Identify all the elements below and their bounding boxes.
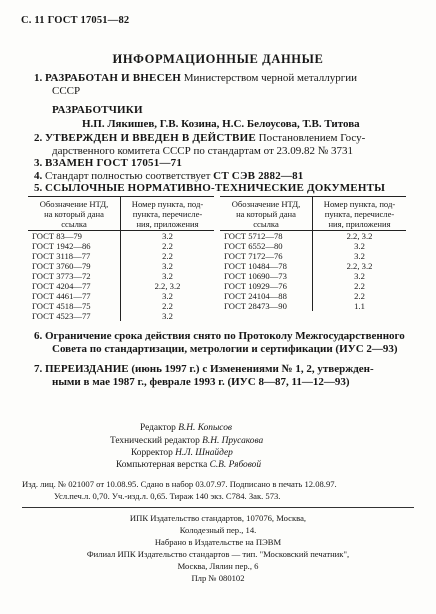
item-7 — [34, 363, 374, 375]
section-title: ИНФОРМАЦИОННЫЕ ДАННЫЕ — [112, 52, 324, 66]
item-5-caps: ССЫЛОЧНЫЕ НОРМАТИВНО-ТЕХНИЧЕСКИЕ ДОКУМЕНТЫ — [45, 182, 386, 194]
item-4-text: Стандарт полностью соответствует — [45, 170, 211, 182]
item-2-caps: УТВЕРЖДЕН И ВВЕДЕН В ДЕЙСТВИЕ — [45, 132, 256, 144]
publisher-line1: ИПК Издательство стандартов, 107076, Москва, — [129, 513, 307, 523]
divider — [22, 507, 414, 508]
item-1-number: 1. — [34, 72, 43, 84]
item-7-line2: ными в мае 1987 г., феврале 1993 г. (ИУС 8—87, 11—12—93) — [52, 376, 350, 388]
item-1-caps: РАЗРАБОТАН И ВНЕСЕН — [45, 72, 182, 84]
table-row: ГОСТ 10929—76 2.2 — [220, 281, 406, 291]
developers-names: Н.П. Лякишев, Г.В. Козина, Н.С. Белоусова, Т.В. Титова — [82, 118, 360, 130]
publisher-line2: Колодезный пер., 14. — [179, 525, 257, 535]
table-row: ГОСТ 4204—77 2.2, 3.2 — [28, 281, 214, 291]
table-row: ГОСТ 3760—79 3.2 — [28, 261, 214, 271]
reference-table-right — [220, 196, 406, 311]
item-1-line2: СССР — [52, 85, 81, 97]
table-row: ГОСТ 5712—78 2.2, 3.2 — [220, 231, 406, 242]
col-designation-header: Обозначение НТД, на который дана ссылка — [28, 197, 121, 231]
imprint-line2: Усл.печ.л. 0,70. Уч.-изд.л. 0,65. Тираж 140 экз. С784. Зак. 573. — [54, 491, 281, 501]
col-clause-header: Номер пункта, под- пункта, перечисле- ния, приложения — [121, 197, 215, 231]
item-2-line2: дарственного комитета СССР по стандартам от 23.09.82 № 3731 — [52, 145, 354, 157]
publisher-line4: Филиал ИПК Издательство стандартов — тип. "Московский печатник", — [86, 549, 350, 559]
publisher-line6: Плр № 080102 — [191, 573, 245, 583]
credit-tech-editor: Технический редактор В.Н. Прусакова — [110, 436, 264, 446]
item-6-line1: Ограничение срока действия снято по Протоколу Межгосударственного — [45, 330, 405, 342]
publisher-line5: Москва, Лялин пер., 6 — [177, 561, 259, 571]
table-row: ГОСТ 28473—90 1.1 — [220, 301, 406, 311]
item-2 — [34, 132, 365, 144]
table-row: ГОСТ 10484—78 2.2, 3.2 — [220, 261, 406, 271]
item-1-text: Министерством черной металлургии — [183, 72, 358, 84]
item-5 — [34, 182, 385, 194]
table-row: ГОСТ 10690—73 3.2 — [220, 271, 406, 281]
table-row: ГОСТ 3118—77 2.2 — [28, 251, 214, 261]
table-row: ГОСТ 1942—86 2.2 — [28, 241, 214, 251]
table-header-row — [220, 197, 406, 231]
item-4 — [34, 170, 304, 182]
credit-editor: Редактор В.Н. Копысов — [140, 423, 232, 433]
item-6 — [34, 330, 405, 342]
item-6-line2: Совета по стандартизации, метрологии и сертификации (ИУС 2—93) — [52, 343, 398, 355]
item-7-number: 7. — [34, 363, 43, 375]
item-1 — [34, 72, 357, 84]
table-row: ГОСТ 4461—77 3.2 — [28, 291, 214, 301]
col-clause-header: Номер пункта, под- пункта, перечисле- ния, приложения — [313, 197, 407, 231]
item-4-caps: СТ СЭВ 2882—81 — [213, 170, 304, 182]
publisher-line3: Набрано в Издательстве на ПЭВМ — [154, 537, 282, 547]
table-row: ГОСТ 83—79 3.2 — [28, 231, 214, 242]
item-7-line1: ПЕРЕИЗДАНИЕ (июнь 1997 г.) с Изменениями № 1, 2, утвержден- — [45, 363, 374, 375]
item-2-text: Постановлением Госу- — [258, 132, 366, 144]
item-5-number: 5. — [34, 182, 43, 194]
table-row: ГОСТ 3773—72 3.2 — [28, 271, 214, 281]
item-3 — [34, 157, 182, 169]
page-header: С. 11 ГОСТ 17051—82 — [21, 15, 130, 26]
col-designation-header: Обозначение НТД, на который дана ссылка — [220, 197, 313, 231]
table-row: ГОСТ 4523—77 3.2 — [28, 311, 214, 321]
credit-proofreader: Корректор Н.Л. Шнайдер — [131, 448, 233, 458]
imprint-line1: Изд. лиц. № 021007 от 10.08.95. Сдано в набор 03.07.97. Подписано в печать 12.08.97. — [22, 479, 337, 489]
item-3-number: 3. — [34, 157, 43, 169]
table-header-row — [28, 197, 214, 231]
table-row: ГОСТ 4518—75 2.2 — [28, 301, 214, 311]
table-row: ГОСТ 7172—76 3.2 — [220, 251, 406, 261]
item-3-caps: ВЗАМЕН ГОСТ 17051—71 — [45, 157, 183, 169]
reference-table-left — [28, 196, 214, 321]
table-row: ГОСТ 24104—88 2.2 — [220, 291, 406, 301]
credit-layout: Компьютерная верстка С.В. Рябовой — [116, 460, 262, 470]
item-2-number: 2. — [34, 132, 43, 144]
item-6-number: 6. — [34, 330, 43, 342]
developers-heading: РАЗРАБОТЧИКИ — [52, 104, 143, 116]
item-4-number: 4. — [34, 170, 43, 182]
table-row: ГОСТ 6552—80 3.2 — [220, 241, 406, 251]
